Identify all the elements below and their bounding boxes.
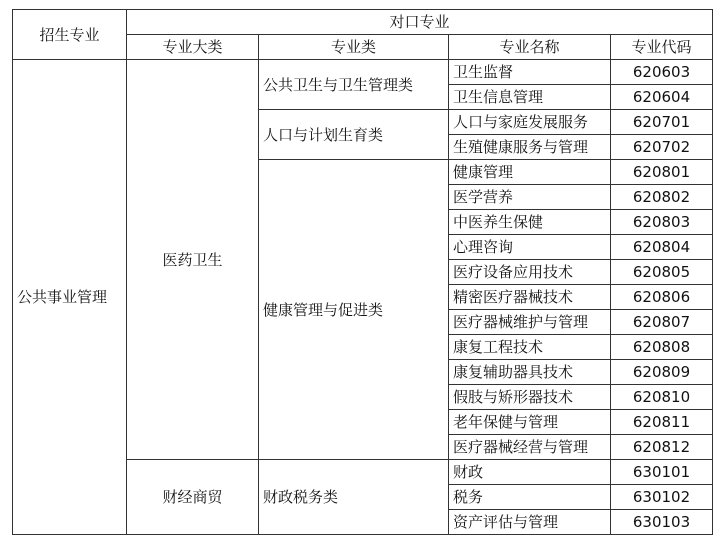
category-cell: 医药卫生 xyxy=(127,60,259,460)
major-name-cell: 生殖健康服务与管理 xyxy=(449,135,611,160)
major-code-cell: 620804 xyxy=(611,235,713,260)
category-cell: 财经商贸 xyxy=(127,460,259,535)
major-name-cell: 假肢与矫形器技术 xyxy=(449,385,611,410)
major-code-cell: 620806 xyxy=(611,285,713,310)
major-name-cell: 卫生信息管理 xyxy=(449,85,611,110)
major-name-cell: 医疗器械经营与管理 xyxy=(449,435,611,460)
class-cell: 健康管理与促进类 xyxy=(259,160,449,460)
major-name-cell: 医疗设备应用技术 xyxy=(449,260,611,285)
major-name-cell: 卫生监督 xyxy=(449,60,611,85)
major-name-cell: 精密医疗器械技术 xyxy=(449,285,611,310)
major-name-cell: 康复辅助器具技术 xyxy=(449,360,611,385)
major-name-cell: 资产评估与管理 xyxy=(449,510,611,535)
class-cell: 财政税务类 xyxy=(259,460,449,535)
major-code-cell: 620807 xyxy=(611,310,713,335)
enroll-major-cell: 公共事业管理 xyxy=(13,60,127,535)
major-name-cell: 心理咨询 xyxy=(449,235,611,260)
major-code-cell: 620801 xyxy=(611,160,713,185)
header-major-name: 专业名称 xyxy=(449,35,611,60)
class-cell: 公共卫生与卫生管理类 xyxy=(259,60,449,110)
header-enroll-major: 招生专业 xyxy=(13,10,127,60)
major-code-cell: 620812 xyxy=(611,435,713,460)
header-major-class: 专业类 xyxy=(259,35,449,60)
major-code-cell: 620701 xyxy=(611,110,713,135)
major-name-cell: 财政 xyxy=(449,460,611,485)
major-code-cell: 620802 xyxy=(611,185,713,210)
major-name-cell: 健康管理 xyxy=(449,160,611,185)
header-counterpart-major: 对口专业 xyxy=(127,10,713,35)
major-code-cell: 630101 xyxy=(611,460,713,485)
major-code-cell: 620604 xyxy=(611,85,713,110)
major-name-cell: 医学营养 xyxy=(449,185,611,210)
header-major-category: 专业大类 xyxy=(127,35,259,60)
major-code-cell: 630102 xyxy=(611,485,713,510)
major-code-cell: 620810 xyxy=(611,385,713,410)
major-code-cell: 620808 xyxy=(611,335,713,360)
major-name-cell: 医疗器械维护与管理 xyxy=(449,310,611,335)
major-code-cell: 620809 xyxy=(611,360,713,385)
major-name-cell: 老年保健与管理 xyxy=(449,410,611,435)
header-major-code: 专业代码 xyxy=(611,35,713,60)
major-name-cell: 税务 xyxy=(449,485,611,510)
major-code-cell: 620803 xyxy=(611,210,713,235)
major-code-cell: 620805 xyxy=(611,260,713,285)
major-code-cell: 630103 xyxy=(611,510,713,535)
major-name-cell: 中医养生保健 xyxy=(449,210,611,235)
class-cell: 人口与计划生育类 xyxy=(259,110,449,160)
major-name-cell: 人口与家庭发展服务 xyxy=(449,110,611,135)
major-correspondence-table xyxy=(12,9,713,535)
major-code-cell: 620811 xyxy=(611,410,713,435)
header-row-1 xyxy=(13,10,713,35)
major-code-cell: 620702 xyxy=(611,135,713,160)
table-row xyxy=(13,60,713,85)
major-name-cell: 康复工程技术 xyxy=(449,335,611,360)
major-code-cell: 620603 xyxy=(611,60,713,85)
